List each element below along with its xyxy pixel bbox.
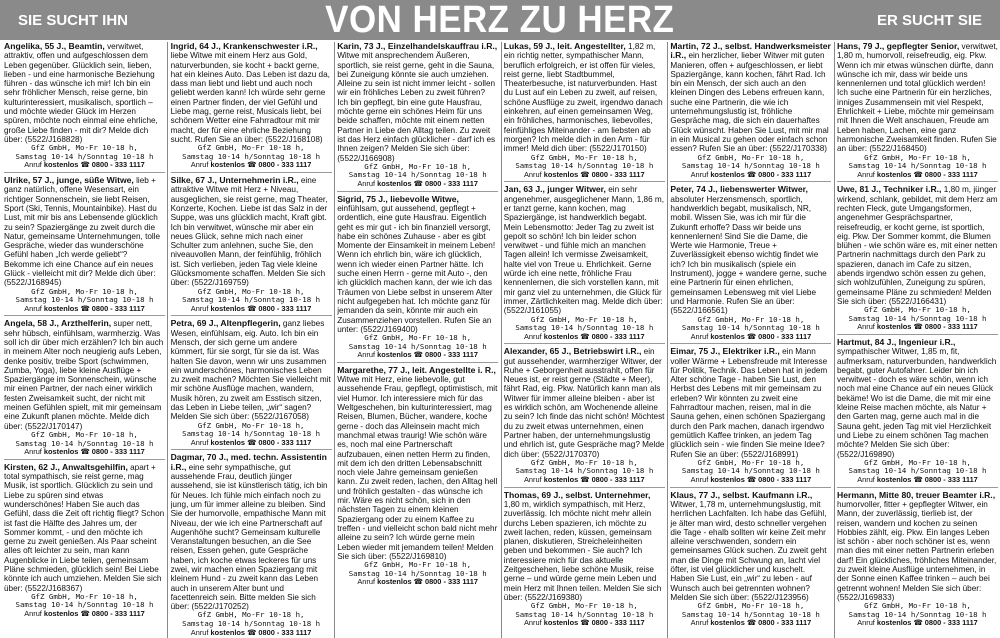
personal-ad	[670, 347, 831, 484]
personal-ad	[4, 463, 165, 619]
anruf-label: Anruf	[523, 169, 542, 179]
ad-body: absoluter Herzensmensch, sportlich, handwerklich begabt, musikalisch, NR, mobil. Wissen Sie, was ich mir für die Zukunft erhoffe? Dass wir beide uns kennenlernen! Sind Sie die Dame, die Werte wie Harmonie, Treue + Zuverlässigkeit ebenso wichtig findet wie ich? Ich bin musikalisch (spiele ein Instrument), jogge + wandere gerne, suche eine Partnerin für einen ehrlichen, gemeinsamen Lebensweg mit viel Liebe und Harmonie. Rufen Sie an über: (5522/J166561)	[670, 194, 827, 316]
ad-headline: Uwe, 81 J., Techniker i.R.,	[837, 185, 942, 195]
column-divider	[334, 42, 335, 638]
ad-body: Witwer, 1,78 m, unternehmungslustig, mit herrlichen Lachfalten. Ich habe das Gefühl, je älter man wird, desto schneller vergehen die Tage - ehalb sollten wir keine Zeit mehr alleine verschwenden, sondern ein gemeinsames Glück suchen. Zu zweit geht man die Dinge mit Schwung an, lacht viel öfter, ist viel glücklicher und kuschelt. Haben Sie Lust, ein „wir“ zu leben - auf Wunsch auch bei getrennten wohnen? Melden Sie sich über: (5522/J123956)	[670, 499, 827, 602]
ad-company-line: GfZ GmbH, Mo-Fr 10-18 h,	[31, 429, 138, 439]
anruf-label: Anruf	[24, 609, 42, 619]
phone-icon: ☎	[580, 618, 590, 628]
phone-number[interactable]: 0800 - 333 1117	[91, 303, 145, 313]
ad-headline: Hartmut, 84 J., Ingenieur i.R.,	[837, 337, 956, 347]
phone-icon: ☎	[913, 322, 923, 332]
phone-icon: ☎	[913, 475, 923, 485]
ad-hours-line: Samstag 10-14 h/Sonntag 10-18 h	[681, 609, 820, 619]
ad-headline: Klaus, 77 J., selbst. Kaufmann i.R.,	[670, 490, 813, 500]
kostenlos-label: kostenlos	[43, 160, 79, 170]
personal-ad	[837, 338, 998, 485]
ad-company-line: GfZ GmbH, Mo-Fr 10-18 h,	[530, 457, 638, 467]
ad-body: super nett, sehr hübsch, einfühlsam, warmherzig. Was soll ich dir über mich erzählen? Ich bin auch in meinem Alter noch neugierig aufs Leben, denke positiv, treibe Sport (schwimmen, Zumba, Yoga), liebe kleine Ausflüge + Spaziergänge im Sonnenschein, wünsche mir einen Partner, der nach einer wirklich festen Zweisamkeit sucht, der nicht mit meinen Gefühlen spielt, mit mir gemeinsam eine Zukunft planen möchte. Melde dich über: (5522/J170147)	[4, 319, 164, 431]
ad-hours-line: Samstag 10-14 h/Sonntag 10-18 h	[515, 466, 654, 476]
phone-number[interactable]: 0800 - 333 1117	[424, 350, 478, 360]
page-title: VON HERZ ZU HERZ	[325, 0, 675, 41]
phone-icon: ☎	[580, 169, 590, 179]
ad-headline: Ingrid, 64 J., Krankenschwester i.R.,	[170, 42, 318, 51]
ad-company-line: GfZ GmbH, Mo-Fr 10-18 h,	[197, 610, 305, 620]
ad-company-line: GfZ GmbH, Mo-Fr 10-18 h,	[364, 333, 472, 343]
anruf-label: Anruf	[690, 331, 709, 341]
ad-body: liebe Witwe mit einem Herz aus Gold, naturverbunden, sie kocht + backt gerne, hat ein kleines Auto. Das Leben ist dazu da, dass man liebt und liebt und auch noch geliebt werden kann! Ich würde sehr gerne einen Partner finden, der viel Gefühl und Liebe mag, gerne reist, Musicals liebt, bei schönem Wetter eine Fahrradtour mit mir macht, der für eine ehrliche Beziehung sucht. Rufen Sie an über: (5522/J168108)	[170, 51, 330, 144]
ad-call-line	[837, 171, 998, 180]
phone-number[interactable]: 0800 - 333 1117	[591, 618, 645, 628]
ad-call-line	[670, 619, 831, 628]
kostenlos-label: kostenlos	[377, 350, 412, 360]
ad-call-line	[171, 629, 332, 638]
ad-company-line: GfZ GmbH, Mo-Fr 10-18 h,	[530, 152, 638, 162]
ad-body: eine attraktive Witwe mit Herz + Niveau, ausgeglichen, sie reist gerne, mag Theater, Konzerte, Kochen. Liebe ist das Salz in der Suppe, was uns glücklich macht, Kraft gibt. Ich bin verwitwet, wünsche mir aber ein neues Glück, sehne mich nach einer Schulter zum anlehnen, suche Sie, den niveauvollen Mann, der feinfühlig, fröhlich ist. Sich verlieben, jeden Tag viele kleine Glücksmomente schaffen. Melden Sie sich über: (5522/J169759)	[170, 176, 328, 288]
ad-headline: Alexander, 65 J., Betriebswirt i.R.,	[503, 347, 642, 357]
ad-company-line: GfZ GmbH, Mo-Fr 10-18 h,	[31, 143, 138, 153]
ad-hours-line: Samstag 10-14 h/Sonntag 10-18 h	[182, 619, 321, 629]
ad-divider	[4, 315, 165, 316]
personal-ad	[337, 42, 498, 189]
phone-icon: ☎	[247, 437, 257, 447]
ad-headline: Silke, 67 J., Unternehmerin i.R.,	[170, 176, 299, 186]
kostenlos-label: kostenlos	[210, 437, 246, 447]
phone-number[interactable]: 0800 - 333 1117	[258, 627, 312, 637]
anruf-label: Anruf	[357, 179, 376, 189]
ad-divider	[670, 181, 831, 182]
ad-company-line: GfZ GmbH, Mo-Fr 10-18 h,	[864, 457, 971, 467]
personal-ad	[504, 491, 665, 628]
ad-divider	[171, 172, 332, 173]
phone-icon: ☎	[247, 303, 257, 313]
ad-company-line: GfZ GmbH, Mo-Fr 10-18 h,	[530, 314, 638, 324]
ad-hours-line: Samstag 10-14 h/Sonntag 10-18 h	[681, 323, 820, 333]
ad-hours-line: Samstag 10-14 h/Sonntag 10-18 h	[348, 341, 487, 351]
anruf-label: Anruf	[690, 475, 709, 485]
phone-number[interactable]: 0800 - 333 1117	[424, 577, 478, 587]
ad-company-line: GfZ GmbH, Mo-Fr 10-18 h,	[197, 420, 305, 430]
ad-hours-line: Samstag 10-14 h/Sonntag 10-18 h	[182, 429, 321, 439]
ad-call-line	[670, 476, 831, 485]
ad-column	[837, 42, 998, 638]
ad-headline: Eimar, 75 J., Elektriker i.R.,	[670, 347, 780, 357]
ad-divider	[4, 172, 165, 173]
phone-number[interactable]: 0800 - 333 1117	[924, 169, 978, 179]
phone-number[interactable]: 0800 - 333 1117	[591, 331, 645, 341]
ad-divider	[670, 487, 831, 488]
anruf-label: Anruf	[523, 331, 542, 341]
ad-divider	[837, 487, 998, 488]
phone-number[interactable]: 0800 - 333 1117	[258, 303, 312, 313]
phone-icon: ☎	[80, 303, 90, 313]
kostenlos-label: kostenlos	[710, 618, 745, 628]
ad-body: ein gut aussehender, warmherziger Witwer, der Ruhe + Geborgenheit ausstrahlt, offen für Neues ist, er reist gerne (Städte + Meer), fährt Rad, eig. Pkw. Natürlich kann man als Witwer für immer alleine bleiben - aber ist es wirklich schön, am Wochenende alleine zu sein? Ich finde das nicht schön! Möchtest du zu zweit etwas unternehmen, einen Partner haben, der unternehmungslustig und ehrlich ist, gute Gespräche mag? Melde dich über: (5522/J170370)	[503, 347, 665, 459]
personal-ad	[337, 366, 498, 587]
column-divider	[501, 42, 502, 638]
ad-headline: Karin, 73 J., Einzelhandelskauffrau i.R.,	[337, 42, 498, 51]
phone-icon: ☎	[80, 609, 90, 619]
ad-call-line	[504, 476, 665, 485]
anruf-label: Anruf	[857, 169, 875, 179]
ad-body: apart + total sympathisch, sie reist gerne, mag Musik, ist sportlich. Glücklich zu sein und Liebe zu spüren sind etwas wunderschönes! Haben Sie auch das Gefühl, dass die Zeit oft richtig fliegt? Schon ist fast die Hälfte des Jahres um, der Sommer kommt, - und den möchte ich gerne zu zweit genießen. Als Paar scheint alles oft leichter zu sein, man kann Augenblicke in Liebe teilen, gemeinsam Pläne schmieden, glücklich sein! Bei Liebe könnte ich auch umziehen. Melden Sie sich über: (5522/J168367)	[4, 462, 165, 593]
anruf-label: Anruf	[190, 437, 209, 447]
ad-call-line	[504, 333, 665, 342]
ad-divider	[337, 362, 498, 363]
ad-headline: Hans, 79 J., gepflegter Senior,	[837, 42, 960, 51]
kostenlos-label: kostenlos	[876, 618, 912, 628]
header-banner	[0, 0, 1000, 40]
ad-company-line: GfZ GmbH, Mo-Fr 10-18 h,	[197, 286, 305, 296]
ad-call-line	[337, 180, 498, 189]
anruf-label: Anruf	[690, 618, 709, 628]
ad-call-line	[4, 448, 165, 457]
ad-company-line: GfZ GmbH, Mo-Fr 10-18 h,	[31, 286, 138, 296]
personal-ad	[504, 42, 665, 179]
kostenlos-label: kostenlos	[876, 475, 912, 485]
ad-body: Witwe mit ansprechendem Äußeren, sportlich, sie reist gerne, geht in die Sauna, bei Zuneigung könnte sie auch umziehen. Alleine zu sein ist nicht immer leicht - sollen wir ein fröhliches Leben zu zweit führen? Ich bin gepflegt, bin eine gute Hausfrau, möchte gerne ein schönes Heim für uns beide schaffen, möchte mit einem netten Partner in Liebe den Alltag teilen. Zu zweit ist das Herz einfach glücklicher - darf ich es Ihnen zeigen? Melden Sie sich über: (5522/J166908)	[337, 51, 496, 163]
personal-ad	[171, 319, 332, 447]
anruf-label: Anruf	[190, 160, 209, 170]
ad-headline: Ulrike, 57 J., junge, süße Witwe,	[4, 176, 134, 186]
personal-ad	[837, 185, 998, 332]
ad-hours-line: Samstag 10-14 h/Sonntag 10-18 h	[15, 600, 154, 610]
personal-ad	[837, 491, 998, 628]
ad-body: einfühlsam, gut aussehend, gepflegt + ordentlich, eine gute Hausfrau. Eigentlich geht es mir gut - ich bin finanziell versorgt, habe ein schönes Zuhause - aber es gibt Momente der Einsamkeit in meinem Leben! Wenn ich ehrlich bin, wäre ich glücklich, wenn ich wieder einen Partner hätte. Ich suche einen Herrn - gerne mit Auto -, den ich glücklich machen kann, der wie ich das Träumen von Liebe selbst in unserem Alter nicht aufgegeben hat. Ich möchte ganz für jemanden da sein, könnte mir auch ein Zusammenziehen vorstellen. Rufen Sie an unter: (5522/J169400)	[337, 203, 496, 334]
kostenlos-label: kostenlos	[710, 169, 745, 179]
ad-call-line	[171, 439, 332, 448]
ad-body: 1,80 m, jünger wirkend, schlank, gebildet, mit dem Herz am rechten Fleck, gute Umgangsformen, angenehmer Gesprächspartner, reisefreudig, er kocht gerne, ist sportlich, eig. Pkw. Der Sommer kommt, die Blumen blühen - wie schön wäre es, mit einer netten Partnerin nachmittags durch den Park zu spazieren, danach im Cafe zu sitzen, abends irgendwo schön essen zu gehen, sich wohlzufühlen, Zuneigung zu spüren, gemeinsame Pläne zu schmieden! Melden Sie sich über: (5522/J166431)	[837, 185, 998, 306]
phone-icon: ☎	[80, 447, 90, 457]
ad-headline: Petra, 69 J., Altenpflegerin,	[170, 319, 281, 329]
kostenlos-label: kostenlos	[43, 609, 79, 619]
phone-icon: ☎	[413, 179, 423, 189]
ad-body: 1,80 m, wirklich sympathisch, mit Herz, zuverlässig. Ich möchte nicht mehr allein durchs Leben spazieren, ich möchte zu zweit lachen, reden, küssen, gemeinsam planen, diskutieren, Streicheleinheiten geben und bekommen - Sie auch? Ich interessiere mich für das aktuelle Zeitgeschehen, liebe schöne Musik, reise gerne – und würde gerne mein Leben und mein Herz mit Ihnen teilen. Melden Sie sich über: (5522/J169380)	[503, 499, 662, 602]
anruf-label: Anruf	[690, 169, 709, 179]
ad-hours-line: Samstag 10-14 h/Sonntag 10-18 h	[182, 295, 321, 305]
personal-ad	[670, 491, 831, 628]
ad-headline: Dagmar, 70 J., med. techn. Assistentin i.R.,	[170, 453, 327, 472]
anruf-label: Anruf	[190, 627, 209, 637]
ad-divider	[837, 181, 998, 182]
ad-company-line: GfZ GmbH, Mo-Fr 10-18 h,	[697, 314, 805, 324]
phone-icon: ☎	[247, 160, 257, 170]
ad-column	[670, 42, 831, 638]
ad-hours-line: Samstag 10-14 h/Sonntag 10-18 h	[15, 151, 154, 161]
column-divider	[834, 42, 835, 638]
ad-call-line	[837, 476, 998, 485]
phone-number[interactable]: 0800 - 333 1117	[758, 331, 812, 341]
ad-body: sympathischer Witwer, 1,85 m, fit, aufmerksam, naturverbunden, handwerklich begabt, guter Autofahrer. Leider bin ich verwitwet - doch es wäre schön, wenn ich noch mal eine Chance auf ein neues Glück bekäme! Wo ist die Dame, die mit mir eine kleine Reise machen möchte, als Natur + den Garten mag, gerne auch mal in die Sauna geht, jeden Tag mit viel Herzlichkeit und Liebe zu einem schönen Tag machen möchte? Melden Sie sich über: (5522/J169890)	[837, 347, 997, 459]
ad-column	[4, 42, 165, 638]
ad-headline: Jan, 63 J., junger Witwer,	[503, 185, 606, 195]
phone-icon: ☎	[247, 627, 257, 637]
ad-divider	[171, 449, 332, 450]
ad-call-line	[4, 610, 165, 619]
ad-call-line	[504, 619, 665, 628]
ad-body: 1,82 m, ein richtig netter, sympathischer Mann, beruflich erfolgreich, er ist offen für vieles, reist gerne, liebt Stadtbummel, Theaterbesuche, ist naturverbunden. Hast du Lust auf ein Leben zu zweit, auf reisen, schöne Ausflüge zu zweit, irgendwo danach einkehren, auf einen gemeinsamen Weg, ein fröhliches, harmonisches, liebevolles, feinfühliges Miteinander - am liebsten ab morgen? Ich melde dich in den Arm - für immer! Meld dich über: (5522/J170150)	[503, 42, 663, 154]
kostenlos-label: kostenlos	[377, 179, 412, 189]
ad-body: ein Mann voller Wärme + Lebensfreude mit Interesse für Politik, Technik. Das Leben hat in jedem Alter schöne Tage - haben Sie Lust, den Herbst des Lebens mit mir gemeinsam zu erleben? Wir könnten zu zweit eine Fahrradtour machen, reisen, mal in die Sauna gehen, einen schönen Spaziergang durch den Park machen, danach irgendwo gemütlich Kaffee trinken, an jedem Tag glücklich sein - wie finden Sie meine Idee? Rufen Sie an über: (5522/J168991)	[670, 347, 828, 459]
phone-icon: ☎	[413, 577, 423, 587]
phone-number[interactable]: 0800 - 333 1117	[258, 160, 312, 170]
anruf-label: Anruf	[357, 577, 376, 587]
header-right: ER SUCHT SIE	[876, 11, 982, 29]
kostenlos-label: kostenlos	[543, 618, 579, 628]
phone-icon: ☎	[746, 618, 757, 628]
personal-ad	[670, 42, 831, 179]
ad-call-line	[670, 333, 831, 342]
ad-divider	[670, 343, 831, 344]
personal-ad	[171, 453, 332, 637]
phone-number[interactable]: 0800 - 333 1117	[758, 618, 812, 628]
ad-company-line: GfZ GmbH, Mo-Fr 10-18 h,	[697, 457, 805, 467]
phone-icon: ☎	[746, 331, 757, 341]
phone-number[interactable]: 0800 - 333 1117	[91, 160, 145, 170]
kostenlos-label: kostenlos	[543, 331, 579, 341]
phone-icon: ☎	[913, 169, 923, 179]
kostenlos-label: kostenlos	[210, 160, 246, 170]
kostenlos-label: kostenlos	[210, 627, 246, 637]
phone-number[interactable]: 0800 - 333 1117	[758, 475, 812, 485]
personal-ad	[4, 176, 165, 313]
phone-icon: ☎	[746, 169, 757, 179]
ad-company-line: GfZ GmbH, Mo-Fr 10-18 h,	[864, 601, 971, 611]
phone-icon: ☎	[580, 475, 590, 485]
ad-call-line	[4, 161, 165, 170]
anruf-label: Anruf	[24, 160, 42, 170]
ad-company-line: GfZ GmbH, Mo-Fr 10-18 h,	[697, 601, 805, 611]
ad-divider	[504, 343, 665, 344]
phone-number[interactable]: 0800 - 333 1117	[924, 618, 978, 628]
ad-headline: Martin, 72 J., selbst. Handwerksmeister i.R.,	[670, 42, 831, 61]
ad-headline: Lukas, 59 J., leit. Angestellter,	[503, 42, 626, 51]
kostenlos-label: kostenlos	[876, 169, 912, 179]
ad-divider	[837, 334, 998, 335]
kostenlos-label: kostenlos	[43, 447, 79, 457]
kostenlos-label: kostenlos	[710, 475, 745, 485]
ad-divider	[171, 315, 332, 316]
phone-number[interactable]: 0800 - 333 1117	[924, 475, 978, 485]
phone-number[interactable]: 0800 - 333 1117	[758, 169, 812, 179]
ad-company-line: GfZ GmbH, Mo-Fr 10-18 h,	[364, 161, 472, 171]
ad-body: ein herzlicher, lieber Witwer mit guten Manieren, offen + aufgeschlossen, er liebt Spaziergänge, kann kochen, fährt Rad. Ich bin ein Mensch, der sich auch an den kleinen Dingen des Lebens erfreuen kann, suche eine Partnerin, die wie ich unternehmungslustig ist, fröhliche Gespräche mag, die sich ein dauerhaftes Glück wünscht. Haben Sie Lust, mit mir mal in ein Musical zu gehen oder einfach schon essen? Rufen Sie an über: (5522/J170338)	[670, 51, 829, 154]
anruf-label: Anruf	[857, 618, 875, 628]
ad-column	[337, 42, 498, 638]
ad-column	[504, 42, 665, 638]
ad-hours-line: Samstag 10-14 h/Sonntag 10-18 h	[848, 609, 987, 619]
ad-call-line	[504, 171, 665, 180]
phone-number[interactable]: 0800 - 333 1117	[591, 475, 645, 485]
phone-number[interactable]: 0800 - 333 1117	[424, 179, 478, 189]
phone-icon: ☎	[413, 350, 423, 360]
ad-company-line: GfZ GmbH, Mo-Fr 10-18 h,	[31, 591, 138, 601]
ad-hours-line: Samstag 10-14 h/Sonntag 10-18 h	[681, 466, 820, 476]
ads-columns	[4, 42, 998, 638]
ad-hours-line: Samstag 10-14 h/Sonntag 10-18 h	[848, 466, 987, 476]
ad-hours-line: Samstag 10-14 h/Sonntag 10-18 h	[681, 161, 820, 171]
ad-hours-line: Samstag 10-14 h/Sonntag 10-18 h	[15, 438, 154, 448]
anruf-label: Anruf	[857, 322, 875, 332]
phone-number[interactable]: 0800 - 333 1117	[924, 322, 978, 332]
phone-number[interactable]: 0800 - 333 1117	[91, 447, 145, 457]
kostenlos-label: kostenlos	[43, 303, 79, 313]
kostenlos-label: kostenlos	[543, 475, 579, 485]
ad-divider	[4, 459, 165, 460]
ad-body: Witwe mit Herz, eine liebevolle, gut aussehende Frau, gepflegt, optimistisch, mit viel Humor. Ich interessiere mich für das Weltgeschehen, bin kulturinteressiert, mag Reisen, Blumen, Bücher, wandere, koche gerne - doch das Alleinsein macht mich manchmal etwas traurig! Wie schön wäre es, noch mal eine Partnerschaft aufzubauen, einen netten Herrn zu finden, mit dem ich den dritten Lebensabschnitt noch viele Jahre gemeinsam genießen kann. Zu zweit reden, lachen, den Alltag hell und fröhlich gestalten - das wünsche ich mir. Wäre es nicht schön, sich in den nächsten Tagen zu einem kleinen Spaziergang oder zu einem Kaffee zu treffen - und vielleicht schon bald nicht mehr alleine zu sein? Ich würde gerne mein Leben wieder mit jemandem teilen! Melden Sie sich über: (5522/J169810)	[337, 375, 498, 561]
personal-ad	[670, 185, 831, 341]
ad-headline: Hermann, Mitte 80, treuer Beamter i.R.,	[837, 490, 996, 500]
kostenlos-label: kostenlos	[210, 303, 246, 313]
ad-headline: Thomas, 69 J., selbst. Unternehmer,	[503, 490, 651, 500]
personal-ad	[504, 185, 665, 341]
ad-hours-line: Samstag 10-14 h/Sonntag 10-18 h	[515, 609, 654, 619]
ad-hours-line: Samstag 10-14 h/Sonntag 10-18 h	[848, 161, 987, 171]
ad-hours-line: Samstag 10-14 h/Sonntag 10-18 h	[182, 151, 321, 161]
ad-call-line	[670, 171, 831, 180]
personal-ad	[4, 42, 165, 170]
ad-company-line: GfZ GmbH, Mo-Fr 10-18 h,	[864, 152, 971, 162]
ad-call-line	[171, 305, 332, 314]
kostenlos-label: kostenlos	[377, 577, 412, 587]
ad-hours-line: Samstag 10-14 h/Sonntag 10-18 h	[515, 161, 654, 171]
header-left: SIE SUCHT IHN	[18, 11, 129, 29]
phone-number[interactable]: 0800 - 333 1117	[591, 169, 645, 179]
ad-body: eine sehr sympathische, gut aussehende Frau, deutlich jünger aussehend, sie ist künstlerisch tätig, ich bin für Neues. Ich fühle mich einfach noch zu jung, um für immer alleine zu bleiben. Sind Sie der humorvolle, empathische Mann mit Niveau, der wie ich eine Partnerschaft auf Augenhöhe sucht? Gemeinsam kulturelle Veranstaltungen besuchen, an die See reisen, Essen gehen, gute Gespräche haben, ich koche etwas leckeres für uns zwei, wir machen einen Spaziergang mit kleinem Hund - zu zweit kann das Leben auch in unserem Alter bunt und facettenreich sein. Bitte melden Sie sich über: (5522/J170252)	[170, 462, 328, 612]
anruf-label: Anruf	[523, 618, 542, 628]
ad-headline: Sigrid, 75 J., liebevolle Witwe,	[337, 194, 459, 204]
anruf-label: Anruf	[523, 475, 542, 485]
ad-body: ganz liebes Wesen, einfühlsam, eig. Auto. Ich bin ein Mensch, der sich gerne um andere kümmert, für sie sorgt, für sie da ist. Was halten Sie davon, wenn wir uns zusammen ein wunderschönes, harmonisches Leben zu zweit machen? Möchten Sie vielleicht mit mir schöne Ausflüge machen, wandern, Musik hören, zu zweit am Esstisch sitzen, das Leben in Liebe teilen, „wir“ sagen? Melden Sie sich über: (5522/J167058)	[170, 319, 331, 422]
ad-column	[171, 42, 332, 638]
ad-call-line	[837, 323, 998, 332]
column-divider	[167, 42, 168, 638]
phone-number[interactable]: 0800 - 333 1117	[91, 609, 145, 619]
ad-headline: Kirsten, 62 J., Anwaltsgehilfin,	[4, 462, 128, 472]
anruf-label: Anruf	[24, 303, 42, 313]
ad-divider	[337, 191, 498, 192]
anruf-label: Anruf	[190, 303, 209, 313]
ad-call-line	[337, 351, 498, 360]
ad-body: verwitwet, attraktiv, offen und aufgeschlossen dem Leben gegenüber. Glücklich sein, lieben, lieben - und eine harmonische Beziehung führen - das wünsche ich mir! Ich bin ein sehr fröhlicher Mensch, reise gerne, bin kulturinteressiert, musikalisch, sportlich – und möchte wieder Glück im Herzen spüren, möchte noch einmal eine ehrliche, große Liebe finden - mit dir? Melde dich über: (5522/J168828)	[4, 42, 158, 144]
ad-company-line: GfZ GmbH, Mo-Fr 10-18 h,	[364, 560, 472, 570]
phone-number[interactable]: 0800 - 333 1117	[258, 437, 312, 447]
anruf-label: Anruf	[24, 447, 42, 457]
ad-body: verwitwet, 1,80 m, humorvoll, reisefreudig, eig. Pkw. Wenn ich mir etwas wünschen dürfte, dann wünsche ich mir, dass wir beide uns kennenlernen und total glücklich werden! Ich suche eine Partnerin für ein herzliches, inniges Zusammensein mit viel Respekt, Ehrlichkeit + Liebe, möchte mir gemeinsam mit Ihnen die Welt anschauen, Freude am Leben haben, Lachen, eine ganz harmonische Zweisamkeit finden. Rufen Sie an über: (5522/J168450)	[837, 42, 998, 154]
phone-icon: ☎	[80, 160, 90, 170]
ad-hours-line: Samstag 10-14 h/Sonntag 10-18 h	[15, 295, 154, 305]
ad-hours-line: Samstag 10-14 h/Sonntag 10-18 h	[515, 323, 654, 333]
ad-headline: Angelika, 55 J., Beamtin,	[4, 42, 105, 51]
ad-company-line: GfZ GmbH, Mo-Fr 10-18 h,	[530, 601, 638, 611]
ad-hours-line: Samstag 10-14 h/Sonntag 10-18 h	[348, 170, 487, 180]
personal-ad	[4, 319, 165, 456]
ad-company-line: GfZ GmbH, Mo-Fr 10-18 h,	[697, 152, 805, 162]
column-divider	[667, 42, 668, 638]
personal-ad	[837, 42, 998, 179]
ad-body: ein sehr angenehmer, ausgeglichener Mann, 1,86 m, er tanzt gerne, kann kochen, mag Spaziergänge, ist handwerklich begabt. Mein Lebensmotto: Jeder Tag zu zweit ist gepolt so schön! Ich bin leider schon verwitwet - und fühle mich an manchen Tagen allein! Ich vermisse Zweisamkeit, halte viel von Treue u. Ehrlichkeit. Gerne würde ich eine nette, fröhliche Frau kennenlernen, die sich vorstellen kann, mit mir ganz viel zu unternehmen, die Glück für immer, Zärtlichkeiten mag. Melde dich über: (5522/J161055)	[503, 185, 665, 316]
ad-headline: Peter, 74 J., liebenswerter Witwer,	[670, 185, 808, 195]
ad-divider	[504, 487, 665, 488]
ad-company-line: GfZ GmbH, Mo-Fr 10-18 h,	[864, 305, 971, 315]
personal-ad	[171, 176, 332, 313]
ad-divider	[504, 181, 665, 182]
personal-ad	[504, 347, 665, 484]
ad-headline: Margarethe, 77 J., leit. Angestellte i. R.,	[337, 365, 496, 375]
phone-icon: ☎	[913, 618, 923, 628]
personal-ad	[337, 195, 498, 360]
ad-call-line	[4, 305, 165, 314]
ad-body: lieb + ganz natürlich, offene Wesensart, ein richtiger Sonnenschein, sie liebt Reisen, Sport (Ski, Tennis, Mountainbike). Hast du Lust, mit mir bis ans Lebensende glücklich zu sein? Spaziergänge zu zweit durch die Natur, gemeinsame Unternehmungen, tolle Gespräche, wieder das wunderschöne Gefühl haben „Ich werde geliebt“? Bekomme ich eine Chance auf ein neues Glück - vielleicht mit dir? Melde dich über: (5522/J168945)	[4, 176, 161, 288]
ad-call-line	[171, 161, 332, 170]
kostenlos-label: kostenlos	[876, 322, 912, 332]
anruf-label: Anruf	[857, 475, 875, 485]
kostenlos-label: kostenlos	[710, 331, 745, 341]
ad-hours-line: Samstag 10-14 h/Sonntag 10-18 h	[848, 313, 987, 323]
personal-ad	[171, 42, 332, 170]
ad-call-line	[337, 578, 498, 587]
ad-headline: Angela, 58 J., Arzthelferin,	[4, 319, 112, 329]
ad-body: humorvoller, fitter + gepflegter Witwer, ein Mann, der zuverlässig, tierlieb ist, der reisen, wandern und kochen zu seinen Hobbies zählt, eig. Pkw. Ein langes Leben ist schön - aber noch schöner ist es, wenn man dies mit einer netten Partnerin erleben darf! Ein glückliches, fröhliches Miteinander, zu zweit kleine Ausflüge unternehmen, in der Sonne einen Kaffee trinken – auch bei getrennt wohnen! Melden Sie sich über: (5522/J169833)	[837, 499, 997, 602]
ad-hours-line: Samstag 10-14 h/Sonntag 10-18 h	[348, 568, 487, 578]
phone-icon: ☎	[580, 331, 590, 341]
kostenlos-label: kostenlos	[543, 169, 579, 179]
anruf-label: Anruf	[357, 350, 376, 360]
phone-icon: ☎	[746, 475, 757, 485]
ad-company-line: GfZ GmbH, Mo-Fr 10-18 h,	[197, 143, 305, 153]
ad-call-line	[837, 619, 998, 628]
